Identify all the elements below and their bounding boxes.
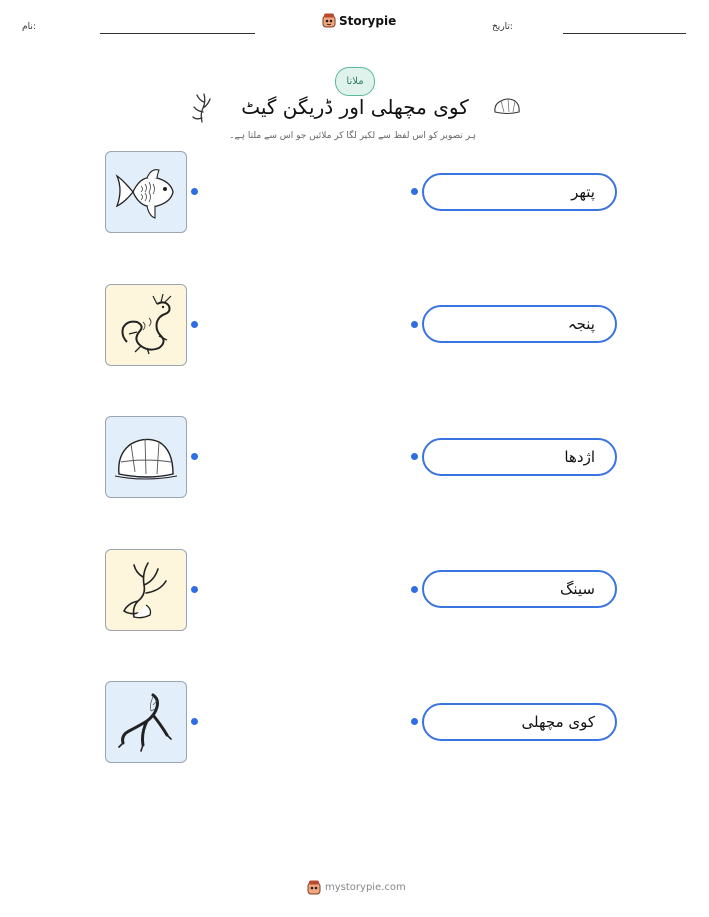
activity-badge: ملانا: [335, 67, 375, 96]
dragon-icon: [113, 292, 179, 358]
footer: [307, 880, 406, 895]
goldfish-icon: [113, 162, 179, 222]
word-connector-dot[interactable]: [411, 188, 418, 195]
word-box: [422, 305, 617, 343]
date-label: تاریخ:: [492, 22, 513, 32]
picture-connector-dot[interactable]: [191, 321, 198, 328]
word-box: [422, 570, 617, 608]
antler-icon: [116, 557, 176, 623]
word-connector-dot[interactable]: [411, 321, 418, 328]
word-label: پتھر: [571, 183, 595, 201]
antler-decoration-icon: [190, 90, 216, 124]
claw-icon: [113, 689, 179, 755]
picture-connector-dot[interactable]: [191, 188, 198, 195]
picture-card: [105, 151, 187, 233]
picture-connector-dot[interactable]: [191, 718, 198, 725]
word-box: [422, 703, 617, 741]
storypie-mascot-icon: [307, 880, 321, 895]
storypie-mascot-icon: [322, 13, 336, 28]
picture-card: [105, 284, 187, 366]
word-box: [422, 438, 617, 476]
word-label: پنجہ: [567, 315, 595, 333]
word-label: سینگ: [559, 580, 595, 598]
picture-connector-dot[interactable]: [191, 586, 198, 593]
picture-connector-dot[interactable]: [191, 453, 198, 460]
word-connector-dot[interactable]: [411, 586, 418, 593]
instructions: ہر تصویر کو اس لفظ سے لکیر لگا کر ملائیں جو اس سے ملتا ہے۔: [229, 131, 476, 141]
name-field[interactable]: [100, 33, 255, 34]
stone-decoration-icon: [492, 96, 522, 116]
word-connector-dot[interactable]: [411, 718, 418, 725]
name-label: نام:: [22, 22, 36, 32]
word-box: [422, 173, 617, 211]
footer-url[interactable]: mystorypie.com: [325, 882, 406, 893]
worksheet-title: کوی مچھلی اور ڈریگن گیٹ: [241, 95, 469, 119]
brand-name: Storypie: [339, 13, 397, 28]
picture-card: [105, 681, 187, 763]
word-label: کوی مچھلی: [521, 713, 595, 731]
word-connector-dot[interactable]: [411, 453, 418, 460]
picture-card: [105, 549, 187, 631]
picture-card: [105, 416, 187, 498]
brand-logo: [322, 13, 396, 28]
stone-icon: [113, 430, 179, 484]
date-field[interactable]: [563, 33, 686, 34]
word-label: اژدھا: [564, 448, 595, 466]
